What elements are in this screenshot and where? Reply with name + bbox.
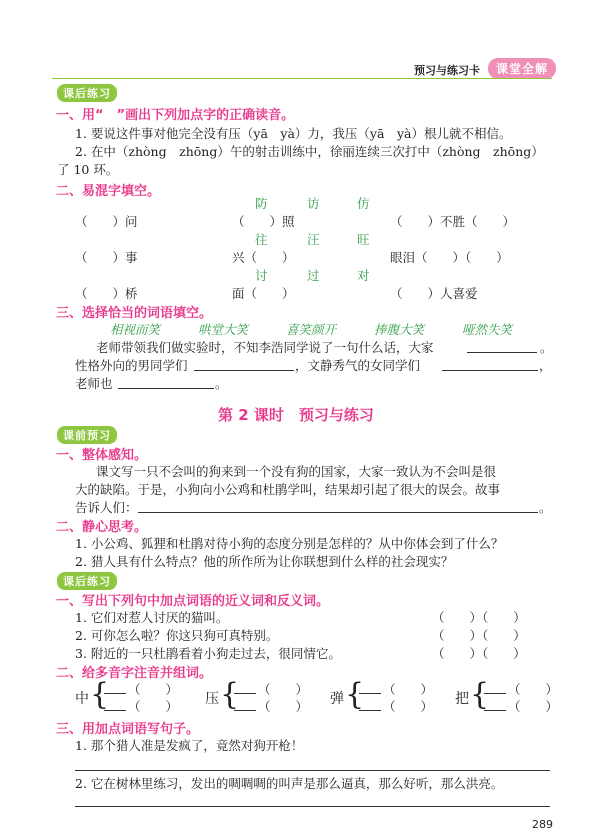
char-group-2-b: 汪 [307, 232, 320, 247]
e1-paren-2[interactable]: （ ）（ ） [432, 628, 526, 643]
word-3: 喜笑颜开 [286, 322, 337, 337]
blank-2[interactable] [194, 370, 294, 371]
poly-paren[interactable]: （ ） [128, 682, 179, 697]
brace-icon: { [90, 677, 110, 712]
s1-line-1: 1. 要说这件事对他完全没有压（yā yà）力，我压（yā yà）根儿就不相信。 [75, 126, 512, 141]
blank-4[interactable] [118, 388, 214, 389]
row2-a: （ ）事 [75, 250, 138, 265]
poly-char-1: 中 [75, 691, 89, 707]
p2-question-2: 2. 猎人具有什么特点？他的所作所为让你联想到什么样的社会现实？ [75, 554, 454, 569]
s3-line-3b: 。 [215, 376, 228, 391]
p2-question-1: 1. 小公鸡、狐狸和杜鹃对待小狗的态度分别是怎样的？从中你体会到了什么？ [75, 536, 504, 551]
answer-line-2[interactable] [75, 806, 550, 807]
row3-c: （ ）人喜爱 [390, 286, 478, 301]
brace-icon: { [220, 677, 240, 712]
e1-item-2: 2. 可你怎么啦？你这只狗可真特别。 [75, 628, 279, 643]
char-group-2-c: 旺 [357, 232, 370, 247]
header-rule [52, 78, 552, 79]
word-4: 捧腹大笑 [374, 322, 425, 337]
char-group-1-a: 防 [255, 196, 268, 211]
poly-paren[interactable]: （ ） [128, 699, 179, 714]
char-group-3-b: 过 [307, 268, 320, 283]
char-group-1-c: 仿 [357, 196, 370, 211]
poly-char-3: 弹 [330, 691, 344, 707]
word-5: 哑然失笑 [462, 322, 513, 337]
poly-paren[interactable]: （ ） [508, 699, 559, 714]
row2-c: 眼泪（ ）（ ） [390, 250, 509, 265]
poly-blank[interactable] [359, 710, 381, 711]
section-title-3: 三、选择恰当的词语填空。 [56, 306, 213, 321]
poly-blank[interactable] [104, 710, 126, 711]
practice-label-2: 课后练习 [57, 572, 117, 590]
s3-line-2a: 性格外向的男同学们 [75, 358, 188, 373]
poly-blank[interactable] [234, 710, 256, 711]
poly-paren[interactable]: （ ） [258, 682, 309, 697]
lesson-title: 第 2 课时 预习与练习 [218, 406, 374, 424]
poly-char-2: 压 [205, 691, 219, 707]
brace-icon: { [470, 677, 490, 712]
section-title-2: 二、易混字填空。 [56, 184, 161, 199]
blank-1[interactable] [467, 352, 537, 353]
e1-paren-1[interactable]: （ ）（ ） [432, 610, 526, 625]
poly-blank[interactable] [359, 693, 381, 694]
p1-line-3: 告诉人们： [75, 500, 138, 515]
blank-3[interactable] [442, 370, 538, 371]
poly-blank[interactable] [484, 710, 506, 711]
char-group-2-a: 往 [255, 232, 268, 247]
row3-b: 面（ ） [232, 286, 295, 301]
word-1: 相视而笑 [110, 322, 161, 337]
row2-b: 兴（ ） [232, 250, 295, 265]
section-title-1: 一、用“ ”画出下列加点字的正确读音。 [56, 108, 295, 123]
p1-line-1: 课文写一只不会叫的狗来到一个没有狗的国家，大家一致认为不会叫是很 [96, 464, 497, 479]
poly-blank[interactable] [104, 693, 126, 694]
e1-item-1: 1. 它们对惹人讨厌的猫叫。 [75, 610, 229, 625]
poly-paren[interactable]: （ ） [258, 699, 309, 714]
p1-line-3-end: 。 [539, 500, 552, 515]
s1-line-2: 2. 在中（zhòng zhōng）午的射击训练中，徐丽连续三次打中（zhòng zhōng） [75, 144, 544, 159]
poly-blank[interactable] [234, 693, 256, 694]
poly-paren[interactable]: （ ） [383, 699, 434, 714]
poly-char-4: 把 [455, 691, 469, 707]
e3-question-1: 1. 那个猎人准是发疯了，竟然对狗开枪！ [75, 738, 304, 753]
e3-question-2: 2. 它在树林里练习，发出的啁啁啁的叫声是那么逼真，那么好听，那么洪亮。 [75, 776, 504, 791]
s3-line-2b: ，文静秀气的女同学们 [295, 358, 421, 373]
row1-a: （ ）问 [75, 214, 138, 229]
row3-a: （ ）桥 [75, 286, 138, 301]
preview-label: 课前预习 [57, 426, 117, 444]
blank-5[interactable] [138, 512, 538, 513]
e1-paren-3[interactable]: （ ）（ ） [432, 646, 526, 661]
answer-line-1[interactable] [75, 770, 550, 771]
row1-b: （ ）照 [232, 214, 295, 229]
row1-c: （ ）不胜（ ） [390, 214, 516, 229]
page-number: 289 [532, 818, 553, 831]
brace-icon: { [345, 677, 365, 712]
char-group-3-a: 讨 [255, 268, 268, 283]
poly-paren[interactable]: （ ） [383, 682, 434, 697]
char-group-1-b: 访 [307, 196, 320, 211]
book-section-label: 预习与练习卡 [414, 64, 480, 77]
preview-title-1: 一、整体感知。 [56, 448, 148, 463]
s3-line-2c: ， [539, 358, 552, 373]
e1-item-3: 3. 附近的一只杜鹃看着小狗走过去，很同情它。 [75, 646, 341, 661]
p1-line-2: 大的缺陷。于是，小狗向小公鸡和杜鹃学叫，结果却引起了很大的误会。故事 [75, 482, 501, 497]
poly-blank[interactable] [484, 693, 506, 694]
s3-line-1: 老师带领我们做实验时，不知李浩同学说了一句什么话，大家 [96, 340, 434, 355]
word-2: 哄堂大笑 [198, 322, 249, 337]
s3-line-1-end: 。 [540, 340, 553, 355]
s1-line-3: 了 10 环。 [57, 162, 119, 177]
preview-title-2: 二、静心思考。 [56, 520, 148, 535]
exercise-title-3: 三、用加点词语写句子。 [56, 722, 200, 737]
char-group-3-c: 对 [357, 268, 370, 283]
s3-line-3a: 老师也 [75, 376, 113, 391]
class-badge: 课堂全解 [488, 58, 556, 79]
exercise-title-2: 二、给多音字注音并组词。 [56, 666, 213, 681]
poly-paren[interactable]: （ ） [508, 682, 559, 697]
practice-label-1: 课后练习 [57, 84, 117, 102]
exercise-title-1: 一、写出下列句中加点词语的近义词和反义词。 [56, 594, 330, 609]
